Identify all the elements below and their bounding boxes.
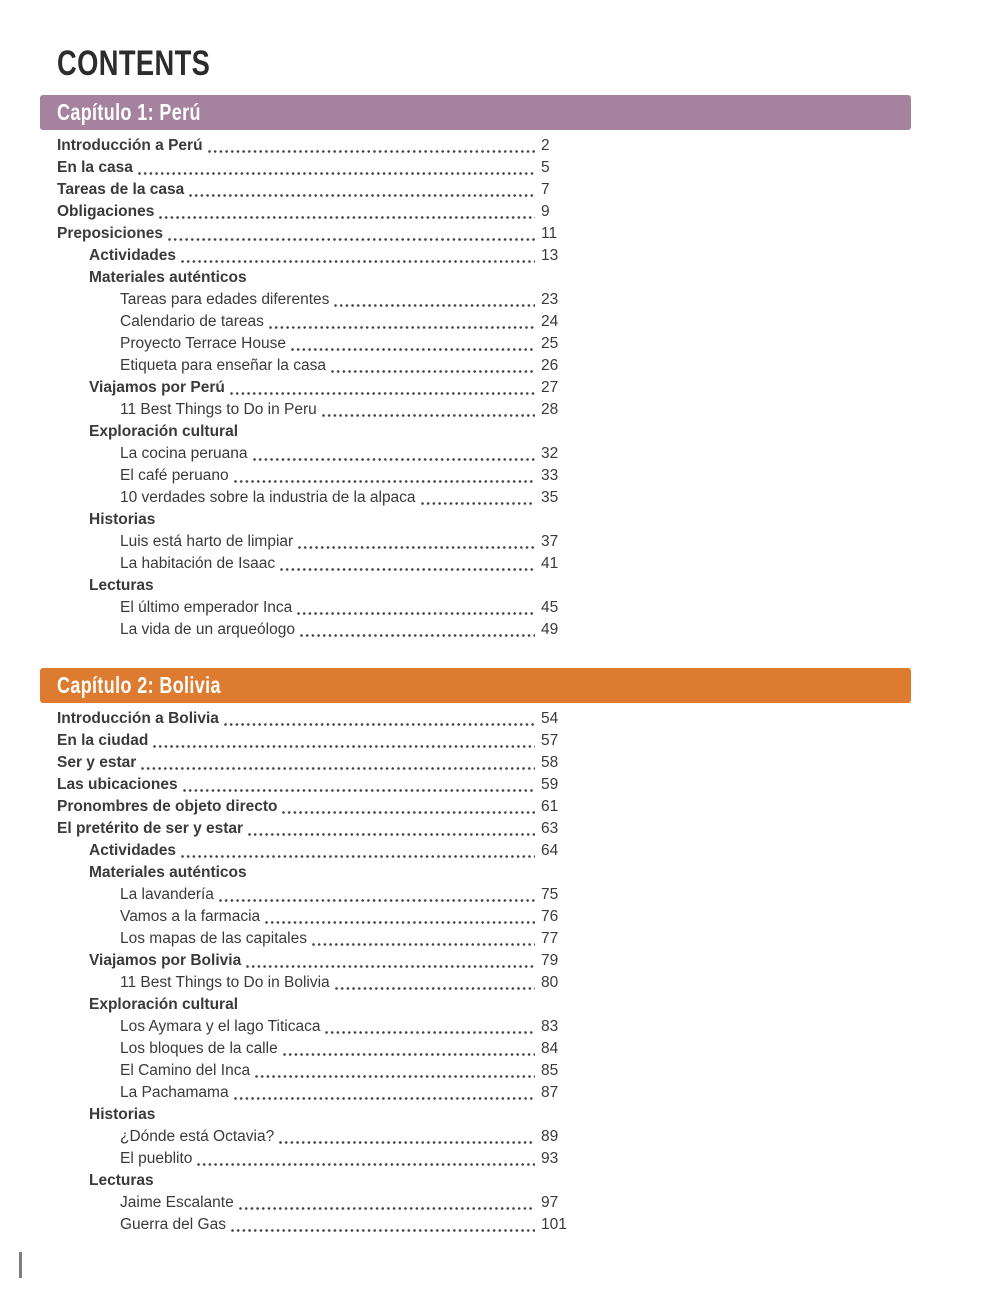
chapter-banner-title: Capítulo 1: Perú bbox=[57, 99, 201, 125]
toc-entry-main bbox=[57, 972, 535, 994]
dot-leader-icon bbox=[332, 289, 535, 311]
entry-label: Etiqueta para enseñar la casa bbox=[120, 357, 326, 374]
entry-label: Introducción a Bolivia bbox=[57, 710, 219, 727]
entry-page-number: 80 bbox=[541, 974, 559, 991]
toc-entry-main bbox=[57, 774, 535, 796]
entry-label: En la ciudad bbox=[57, 732, 149, 749]
toc-entry-main bbox=[57, 399, 535, 421]
entry-page-number: 97 bbox=[541, 1194, 559, 1211]
entry-label: La vida de un arqueólogo bbox=[120, 621, 295, 638]
toc-entry-main bbox=[57, 796, 535, 818]
toc-entry-main bbox=[57, 906, 535, 928]
entry-label: Guerra del Gas bbox=[120, 1216, 226, 1233]
toc-entry-row bbox=[57, 465, 1000, 487]
dot-leader-icon bbox=[419, 487, 535, 509]
toc-entry-row bbox=[57, 619, 1000, 641]
toc-entry-main bbox=[57, 928, 535, 950]
toc-entry-row bbox=[57, 1148, 1000, 1170]
toc-entry-row bbox=[57, 1214, 1000, 1236]
toc-entry-row bbox=[57, 796, 1000, 818]
entry-page-number: 79 bbox=[541, 952, 559, 969]
entry-label: Tareas de la casa bbox=[57, 181, 185, 198]
entry-label: Preposiciones bbox=[57, 225, 163, 242]
toc-entry-main bbox=[57, 377, 535, 399]
entry-label: Lecturas bbox=[89, 577, 154, 594]
entry-page-number: 25 bbox=[541, 335, 559, 352]
toc-entry-main bbox=[57, 575, 154, 597]
toc-entry-row bbox=[57, 708, 1000, 730]
toc-entry-main bbox=[57, 135, 535, 157]
entry-label: Luis está harto de limpiar bbox=[120, 533, 294, 550]
dot-leader-icon bbox=[267, 311, 535, 333]
toc-entry-row bbox=[57, 1060, 1000, 1082]
dot-leader-icon bbox=[195, 1148, 535, 1170]
toc-entry-row bbox=[57, 1016, 1000, 1038]
toc-entry-main bbox=[57, 994, 238, 1016]
entry-page-number: 33 bbox=[541, 467, 559, 484]
entry-label: Exploración cultural bbox=[89, 996, 239, 1013]
toc-entry-main bbox=[57, 862, 247, 884]
toc-entry-row bbox=[57, 1038, 1000, 1060]
toc-entry-row bbox=[57, 245, 1000, 267]
toc-entry-row bbox=[57, 267, 1000, 289]
dot-leader-icon bbox=[237, 1192, 535, 1214]
entry-page-number: 89 bbox=[541, 1128, 559, 1145]
dot-leader-icon bbox=[228, 377, 535, 399]
toc-entry-row bbox=[57, 994, 1000, 1016]
entry-page-number: 84 bbox=[541, 1040, 559, 1057]
toc-entry-row bbox=[57, 575, 1000, 597]
entry-label: El pueblito bbox=[120, 1150, 193, 1167]
entry-label: ¿Dónde está Octavia? bbox=[120, 1128, 275, 1145]
entry-label: El Camino del Inca bbox=[120, 1062, 251, 1079]
entry-page-number: 58 bbox=[541, 754, 559, 771]
dot-leader-icon bbox=[281, 1038, 535, 1060]
chapter-section bbox=[0, 668, 1000, 1236]
entry-label: Los bloques de la calle bbox=[120, 1040, 278, 1057]
toc-entry-row bbox=[57, 862, 1000, 884]
entry-label: Las ubicaciones bbox=[57, 776, 178, 793]
toc-entry-row bbox=[57, 135, 1000, 157]
entry-page-number: 7 bbox=[541, 181, 550, 198]
entry-label: 11 Best Things to Do in Bolivia bbox=[120, 974, 330, 991]
toc-entry-main bbox=[57, 752, 535, 774]
entry-page-number: 85 bbox=[541, 1062, 559, 1079]
toc-entry-main bbox=[57, 1016, 535, 1038]
entry-label: La Pachamama bbox=[120, 1084, 229, 1101]
toc-entry-row bbox=[57, 223, 1000, 245]
toc-entry-main bbox=[57, 1148, 535, 1170]
toc-entry-main bbox=[57, 223, 535, 245]
toc-entry-main bbox=[57, 708, 535, 730]
entry-page-number: 26 bbox=[541, 357, 559, 374]
toc-entry-row bbox=[57, 531, 1000, 553]
entry-page-number: 61 bbox=[541, 798, 559, 815]
entry-page-number: 59 bbox=[541, 776, 559, 793]
toc-entry-row bbox=[57, 972, 1000, 994]
toc-sections bbox=[0, 95, 1000, 1236]
entry-page-number: 37 bbox=[541, 533, 559, 550]
toc-entry-main bbox=[57, 465, 535, 487]
entry-label: Viajamos por Bolivia bbox=[89, 952, 242, 969]
toc-entry-main bbox=[57, 421, 238, 443]
entry-label: Historias bbox=[89, 511, 156, 528]
dot-leader-icon bbox=[244, 950, 535, 972]
toc-entry-row bbox=[57, 950, 1000, 972]
toc-entry-main bbox=[57, 333, 535, 355]
toc-entry-row bbox=[57, 421, 1000, 443]
entry-label: Introducción a Perú bbox=[57, 137, 203, 154]
entry-page-number: 54 bbox=[541, 710, 559, 727]
toc-entry-row bbox=[57, 1170, 1000, 1192]
dot-leader-icon bbox=[217, 884, 535, 906]
entry-label: Viajamos por Perú bbox=[89, 379, 225, 396]
entry-page-number: 93 bbox=[541, 1150, 559, 1167]
dot-leader-icon bbox=[289, 333, 535, 355]
entry-page-number: 13 bbox=[541, 247, 559, 264]
toc-entry-main bbox=[57, 245, 535, 267]
toc-entry-row bbox=[57, 179, 1000, 201]
entry-page-number: 2 bbox=[541, 137, 550, 154]
entry-label: Calendario de tareas bbox=[120, 313, 264, 330]
toc-entry-main bbox=[57, 597, 535, 619]
dot-leader-icon bbox=[333, 972, 535, 994]
entry-page-number: 32 bbox=[541, 445, 559, 462]
toc-entry-row bbox=[57, 289, 1000, 311]
toc-entry-row bbox=[57, 443, 1000, 465]
dot-leader-icon bbox=[222, 708, 535, 730]
toc-entry-row bbox=[57, 157, 1000, 179]
toc-entry-main bbox=[57, 509, 155, 531]
entry-page-number: 87 bbox=[541, 1084, 559, 1101]
toc-entry-main bbox=[57, 201, 535, 223]
entry-label: Exploración cultural bbox=[89, 423, 239, 440]
entry-page-number: 27 bbox=[541, 379, 559, 396]
dot-leader-icon bbox=[187, 179, 535, 201]
entry-label: 10 verdades sobre la industria de la alpaca bbox=[120, 489, 416, 506]
toc-entry-row bbox=[57, 487, 1000, 509]
entry-label: Actividades bbox=[89, 247, 177, 264]
entry-label: Actividades bbox=[89, 842, 177, 859]
toc-entry-main bbox=[57, 884, 535, 906]
entry-page-number: 101 bbox=[541, 1216, 567, 1233]
entry-label: El último emperador Inca bbox=[120, 599, 293, 616]
dot-leader-icon bbox=[280, 796, 535, 818]
entry-label: Historias bbox=[89, 1106, 156, 1123]
entry-label: Proyecto Terrace House bbox=[120, 335, 286, 352]
dot-leader-icon bbox=[310, 928, 535, 950]
entry-page-number: 76 bbox=[541, 908, 559, 925]
dot-leader-icon bbox=[139, 752, 535, 774]
toc-entry-row bbox=[57, 884, 1000, 906]
dot-leader-icon bbox=[166, 223, 535, 245]
entry-page-number: 5 bbox=[541, 159, 550, 176]
dot-leader-icon bbox=[229, 1214, 535, 1236]
dot-leader-icon bbox=[320, 399, 535, 421]
toc-entry-row bbox=[57, 1126, 1000, 1148]
toc-entry-main bbox=[57, 531, 535, 553]
entry-label: Los Aymara y el lago Titicaca bbox=[120, 1018, 321, 1035]
toc-entry-row bbox=[57, 201, 1000, 223]
toc-entry-row bbox=[57, 333, 1000, 355]
chapter-banner bbox=[40, 668, 911, 703]
entry-label: La cocina peruana bbox=[120, 445, 248, 462]
entry-label: La habitación de Isaac bbox=[120, 555, 276, 572]
toc-entry-main bbox=[57, 730, 535, 752]
entry-page-number: 45 bbox=[541, 599, 559, 616]
toc-entry-main bbox=[57, 950, 535, 972]
entry-label: Obligaciones bbox=[57, 203, 155, 220]
toc-entry-main bbox=[57, 289, 535, 311]
entry-page-number: 75 bbox=[541, 886, 559, 903]
entry-page-number: 23 bbox=[541, 291, 559, 308]
entry-label: Pronombres de objeto directo bbox=[57, 798, 278, 815]
toc-entry-main bbox=[57, 840, 535, 862]
toc-entry-row bbox=[57, 906, 1000, 928]
toc-entry-row bbox=[57, 1082, 1000, 1104]
toc-entry-main bbox=[57, 1104, 155, 1126]
entry-page-number: 41 bbox=[541, 555, 559, 572]
toc-entry-row bbox=[57, 774, 1000, 796]
entry-label: Los mapas de las capitales bbox=[120, 930, 307, 947]
chapter-banner-title: Capítulo 2: Bolivia bbox=[57, 672, 221, 698]
toc-entry-main bbox=[57, 619, 535, 641]
toc-entry-row bbox=[57, 377, 1000, 399]
toc-entry-main bbox=[57, 311, 535, 333]
toc-entry-main bbox=[57, 157, 535, 179]
dot-leader-icon bbox=[232, 1082, 535, 1104]
entry-page-number: 35 bbox=[541, 489, 559, 506]
entry-page-number: 28 bbox=[541, 401, 559, 418]
toc-entry-row bbox=[57, 355, 1000, 377]
toc-entry-main bbox=[57, 487, 535, 509]
toc-entry-main bbox=[57, 1214, 535, 1236]
entry-page-number: 57 bbox=[541, 732, 559, 749]
entry-label: El café peruano bbox=[120, 467, 229, 484]
dot-leader-icon bbox=[253, 1060, 535, 1082]
entry-label: Materiales auténticos bbox=[89, 864, 247, 881]
toc-entry-main bbox=[57, 553, 535, 575]
toc-entry-row bbox=[57, 928, 1000, 950]
dot-leader-icon bbox=[181, 774, 535, 796]
entry-page-number: 64 bbox=[541, 842, 559, 859]
dot-leader-icon bbox=[329, 355, 535, 377]
entry-label: Materiales auténticos bbox=[89, 269, 247, 286]
entry-label: Ser y estar bbox=[57, 754, 137, 771]
dot-leader-icon bbox=[277, 1126, 535, 1148]
toc-entry-main bbox=[57, 267, 247, 289]
dot-leader-icon bbox=[179, 840, 535, 862]
chapter-banner bbox=[40, 95, 911, 130]
dot-leader-icon bbox=[151, 730, 535, 752]
toc-entry-row bbox=[57, 752, 1000, 774]
entry-page-number: 49 bbox=[541, 621, 559, 638]
toc-entry-main bbox=[57, 1192, 535, 1214]
entry-label: En la casa bbox=[57, 159, 133, 176]
entry-label: Jaime Escalante bbox=[120, 1194, 234, 1211]
dot-leader-icon bbox=[295, 597, 535, 619]
dot-leader-icon bbox=[246, 818, 535, 840]
toc-entry-row bbox=[57, 1192, 1000, 1214]
toc-entry-row bbox=[57, 730, 1000, 752]
toc-entry-main bbox=[57, 179, 535, 201]
toc-entry-row bbox=[57, 553, 1000, 575]
entry-page-number: 24 bbox=[541, 313, 559, 330]
toc-entry-main bbox=[57, 443, 535, 465]
toc-entry-row bbox=[57, 597, 1000, 619]
dot-leader-icon bbox=[296, 531, 535, 553]
entry-label: El pretérito de ser y estar bbox=[57, 820, 244, 837]
toc-entry-row bbox=[57, 311, 1000, 333]
chapter-entry-list bbox=[57, 703, 1000, 1236]
chapter-entry-list bbox=[57, 130, 1000, 641]
dot-leader-icon bbox=[136, 157, 535, 179]
entry-page-number: 11 bbox=[541, 225, 558, 242]
chapter-section bbox=[0, 95, 1000, 641]
entry-label: Vamos a la farmacia bbox=[120, 908, 261, 925]
toc-entry-row bbox=[57, 840, 1000, 862]
dot-leader-icon bbox=[278, 553, 535, 575]
entry-label: La lavandería bbox=[120, 886, 214, 903]
toc-entry-row bbox=[57, 399, 1000, 421]
toc-entry-main bbox=[57, 1038, 535, 1060]
entry-page-number: 9 bbox=[541, 203, 550, 220]
page-edge-mark bbox=[19, 1252, 22, 1278]
entry-label: 11 Best Things to Do in Peru bbox=[120, 401, 317, 418]
dot-leader-icon bbox=[251, 443, 535, 465]
toc-entry-main bbox=[57, 1170, 154, 1192]
toc-entry-main bbox=[57, 1060, 535, 1082]
dot-leader-icon bbox=[179, 245, 535, 267]
dot-leader-icon bbox=[157, 201, 535, 223]
toc-entry-row bbox=[57, 818, 1000, 840]
toc-entry-main bbox=[57, 1082, 535, 1104]
toc-entry-main bbox=[57, 818, 535, 840]
page-title-text: CONTENTS bbox=[57, 44, 211, 83]
dot-leader-icon bbox=[323, 1016, 535, 1038]
toc-entry-row bbox=[57, 1104, 1000, 1126]
dot-leader-icon bbox=[232, 465, 535, 487]
toc-entry-main bbox=[57, 355, 535, 377]
page-title bbox=[0, 0, 1000, 82]
entry-label: Lecturas bbox=[89, 1172, 154, 1189]
entry-label: Tareas para edades diferentes bbox=[120, 291, 330, 308]
dot-leader-icon bbox=[206, 135, 535, 157]
toc-entry-row bbox=[57, 509, 1000, 531]
entry-page-number: 83 bbox=[541, 1018, 559, 1035]
dot-leader-icon bbox=[298, 619, 535, 641]
entry-page-number: 77 bbox=[541, 930, 559, 947]
entry-page-number: 63 bbox=[541, 820, 559, 837]
dot-leader-icon bbox=[263, 906, 535, 928]
toc-entry-main bbox=[57, 1126, 535, 1148]
